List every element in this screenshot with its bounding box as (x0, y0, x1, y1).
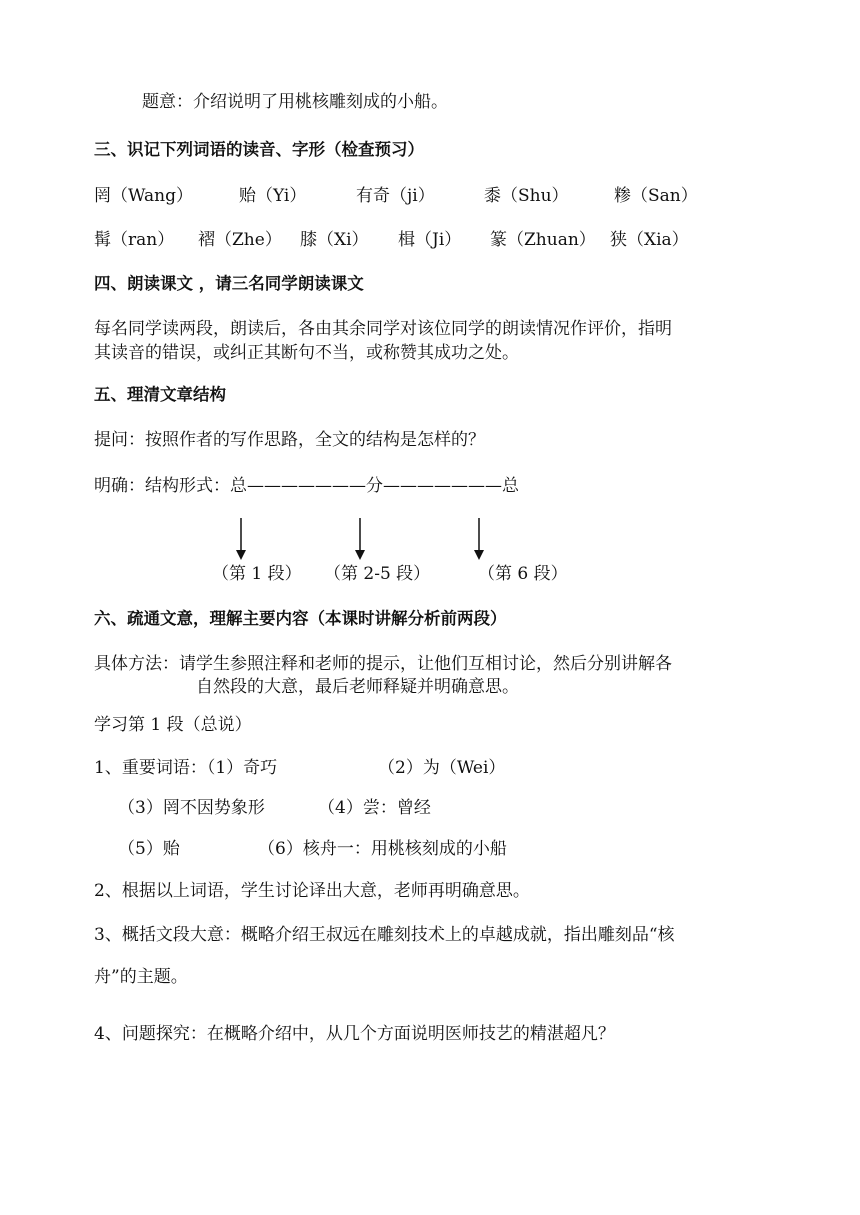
method-line-2: 自然段的大意，最后老师释疑并明确意思。 (196, 677, 519, 697)
section-3-heading: 三、识记下列词语的读音、字形（检查预习） (94, 140, 424, 159)
vocab-item: 篆（Zhuan） (490, 230, 596, 250)
vocab-item-6: （6）核舟一：用桃核刻成的小船 (258, 839, 507, 859)
vocab-item-3: （3）罔不因势象形 (118, 798, 265, 818)
vocab-item-5: （5）贻 (118, 839, 180, 859)
vocab-item: 糁（San） (614, 186, 698, 206)
vocab-item: 褶（Zhe） (198, 230, 282, 250)
step-3-line-1: 3、概括文段大意：概略介绍王叔远在雕刻技术上的卓越成就，指出雕刻品“核 (94, 925, 675, 945)
vocab-item: 狭（Xia） (610, 230, 689, 250)
structure-part-label: （第 6 段） (478, 564, 568, 584)
vocab-item: 罔（Wang） (94, 186, 193, 206)
vocab-item: 楫（Ji） (398, 230, 462, 250)
structure-answer: 明确：结构形式：总———————分———————总 (94, 476, 519, 496)
vocab-item-1: 1、重要词语：（1）奇巧 (94, 758, 278, 778)
vocab-item-4: （4）尝：曾经 (318, 798, 431, 818)
down-arrow-icon (235, 518, 247, 560)
down-arrow-icon (354, 518, 366, 560)
study-paragraph-1: 学习第 1 段（总说） (94, 715, 252, 735)
step-3-line-2: 舟”的主题。 (94, 967, 188, 987)
step-2: 2、根据以上词语，学生讨论译出大意，老师再明确意思。 (94, 881, 530, 901)
vocab-item: 有奇（ji） (356, 186, 435, 206)
structure-question: 提问：按照作者的写作思路，全文的结构是怎样的？ (94, 430, 485, 450)
section-5-heading: 五、理清文章结构 (94, 385, 226, 404)
down-arrow-icon (473, 518, 485, 560)
vocab-item-2: （2）为（Wei） (378, 758, 506, 778)
section-4-paragraph-line-2: 其读音的错误，或纠正其断句不当，或称赞其成功之处。 (94, 343, 519, 363)
vocab-item: 髯（ran） (94, 230, 175, 250)
tiyi-line: 题意：介绍说明了用桃核雕刻成的小船。 (142, 92, 448, 112)
section-4-paragraph-line-1: 每名同学读两段，朗读后，各由其余同学对该位同学的朗读情况作评价，指明 (94, 319, 672, 339)
method-line-1: 具体方法：请学生参照注释和老师的提示，让他们互相讨论，然后分别讲解各 (94, 654, 672, 674)
section-4-heading: 四、朗读课文 ，请三名同学朗读课文 (94, 274, 364, 293)
vocab-item: 黍（Shu） (484, 186, 569, 206)
section-6-heading: 六、疏通文意，理解主要内容（本课时讲解分析前两段） (94, 609, 507, 628)
vocab-item: 膝（Xi） (300, 230, 369, 250)
step-4: 4、问题探究：在概略介绍中，从几个方面说明医师技艺的精湛超凡？ (94, 1024, 615, 1044)
structure-part-label: （第 2-5 段） (324, 564, 431, 584)
vocab-item: 贻（Yi） (239, 186, 307, 206)
structure-part-label: （第 1 段） (212, 564, 302, 584)
